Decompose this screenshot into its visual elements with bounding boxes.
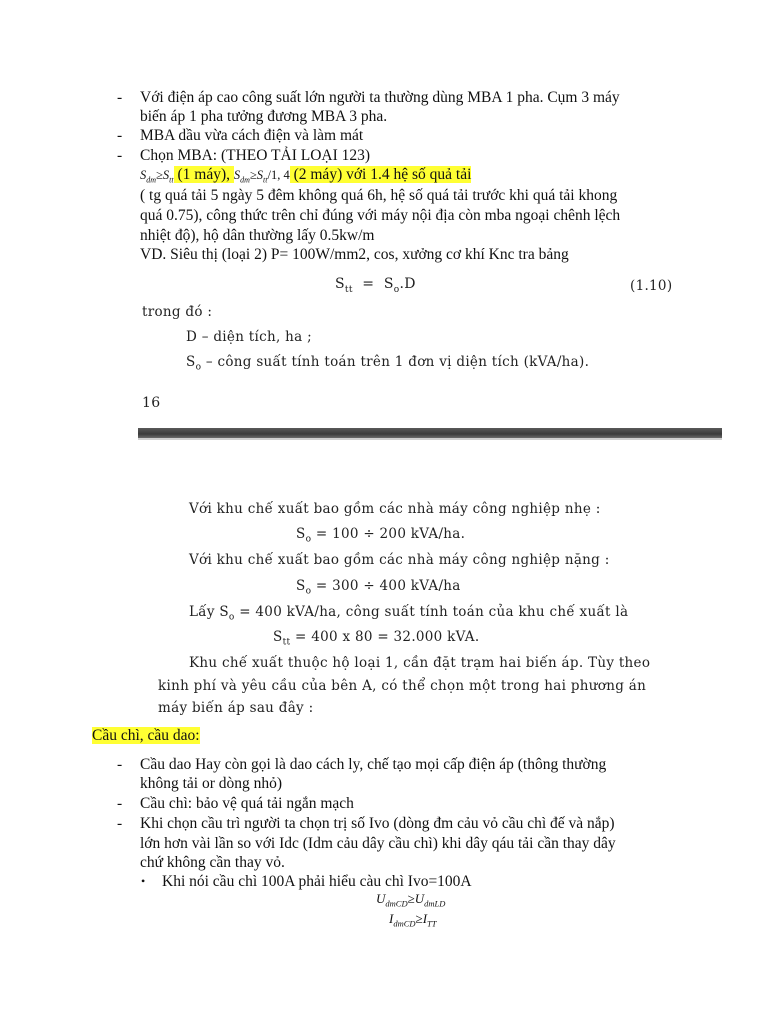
scan-line: Lấy $S_o = 400$ kVA/ha, công suất tính toán của khu chế xuất là	[189, 604, 629, 623]
list-dash: -	[117, 795, 123, 812]
list-dash: -	[117, 756, 123, 773]
list-dash: -	[117, 147, 123, 164]
scan-line: Với khu chế xuất bao gồm các nhà máy công nghiệp nhẹ :	[189, 501, 601, 517]
equation-current: $I_{dmCD}\ge I_{TT}$	[389, 911, 437, 929]
scan-line: Với khu chế xuất bao gồm các nhà máy công nghiệp nặng :	[189, 552, 610, 568]
definition-d: D – diện tích, ha ;	[186, 329, 312, 345]
paragraph-line: không tải or dòng nhỏ)	[140, 775, 283, 792]
scan-line: kinh phí và yêu cầu của bên A, có thể chọn một trong hai phương án	[158, 678, 647, 694]
paragraph-line: Cầu chì: bảo vệ quá tải ngắn mạch	[140, 795, 354, 812]
paragraph-line: VD. Siêu thị (loại 2) P= 100W/mm2, cos, xưởng cơ khí Knc tra bảng	[140, 246, 569, 263]
paragraph-line: chứ không cần thay vỏ.	[140, 854, 285, 871]
paragraph-line: Với điện áp cao công suất lớn người ta thường dùng MBA 1 pha. Cụm 3 máy	[140, 89, 620, 106]
scan-line: $S_o = 100 \div 200$ kVA/ha.	[296, 526, 466, 545]
highlight-one-transformer: (1 máy),	[173, 166, 234, 183]
list-dash: -	[117, 89, 123, 106]
formula-s-dm: $S_{dm}\ge S_{tt}$	[140, 168, 174, 185]
bullet-text: Khi nói cầu chì 100A phải hiểu càu chì Ivo=100A	[162, 873, 472, 890]
formula-stt: $S_{tt} = S_o.D$	[335, 276, 416, 295]
list-dash: -	[117, 127, 123, 144]
paragraph-line: biến áp 1 pha tưởng đương MBA 3 pha.	[140, 108, 388, 125]
scan-line: $S_{tt} = 400$ x 80 = 32.000 kVA.	[273, 629, 480, 648]
paragraph-line: quá 0.75), công thức trên chỉ đúng với máy nội địa còn mba ngoại chênh lệch	[140, 207, 621, 224]
paragraph-line: Chọn MBA: (THEO TẢI LOẠI 123)	[140, 147, 371, 164]
page-break-bar	[138, 428, 722, 438]
paragraph-line: ( tg quá tải 5 ngày 5 đêm không quá 6h, hệ số quá tải trước khi quá tải khong	[140, 187, 618, 204]
formula-s-dm-two: $S_{dm}\ge S_{tt}/1$, 4	[233, 168, 290, 185]
section-heading: Cầu chì, cầu dao:	[92, 727, 200, 744]
equation-voltage: $U_{dmCD}\ge U_{dmLD}$	[376, 891, 446, 909]
paragraph-line: nhiệt độ), hộ dân thường lấy 0.5kw/m	[140, 227, 375, 244]
where-label: trong đó :	[142, 304, 213, 320]
definition-so: $S_o$ – công suất tính toán trên 1 đơn vị diện tích (kVA/ha).	[186, 354, 590, 373]
page-number: 16	[142, 395, 161, 411]
page-break-shadow	[138, 438, 722, 440]
scan-line: $S_o = 300 \div 400$ kVA/ha	[296, 578, 461, 597]
paragraph-line: Cầu dao Hay còn gọi là dao cách ly, chế tạo mọi cấp điện áp (thông thường	[140, 756, 607, 773]
scan-line: Khu chế xuất thuộc hộ loại 1, cần đặt trạm hai biến áp. Tùy theo	[189, 655, 651, 671]
paragraph-line: MBA dầu vừa cách điện và làm mát	[140, 127, 364, 144]
paragraph-line: Khi chọn cầu trì người ta chọn trị số Ivo (dòng đm cảu vỏ cầu chì đế và nắp)	[140, 815, 615, 832]
list-dash: -	[117, 815, 123, 832]
equation-number: (1.10)	[630, 278, 673, 294]
bullet-icon: •	[141, 874, 146, 888]
highlight-two-transformers: (2 máy) với 1.4 hệ số quả tải	[289, 166, 472, 183]
scan-line: máy biến áp sau đây :	[158, 700, 314, 716]
paragraph-line: lớn hơn vài lần so với Idc (Idm cảu dây cầu chì) khi dây qáu tải cần thay dây	[140, 835, 616, 852]
